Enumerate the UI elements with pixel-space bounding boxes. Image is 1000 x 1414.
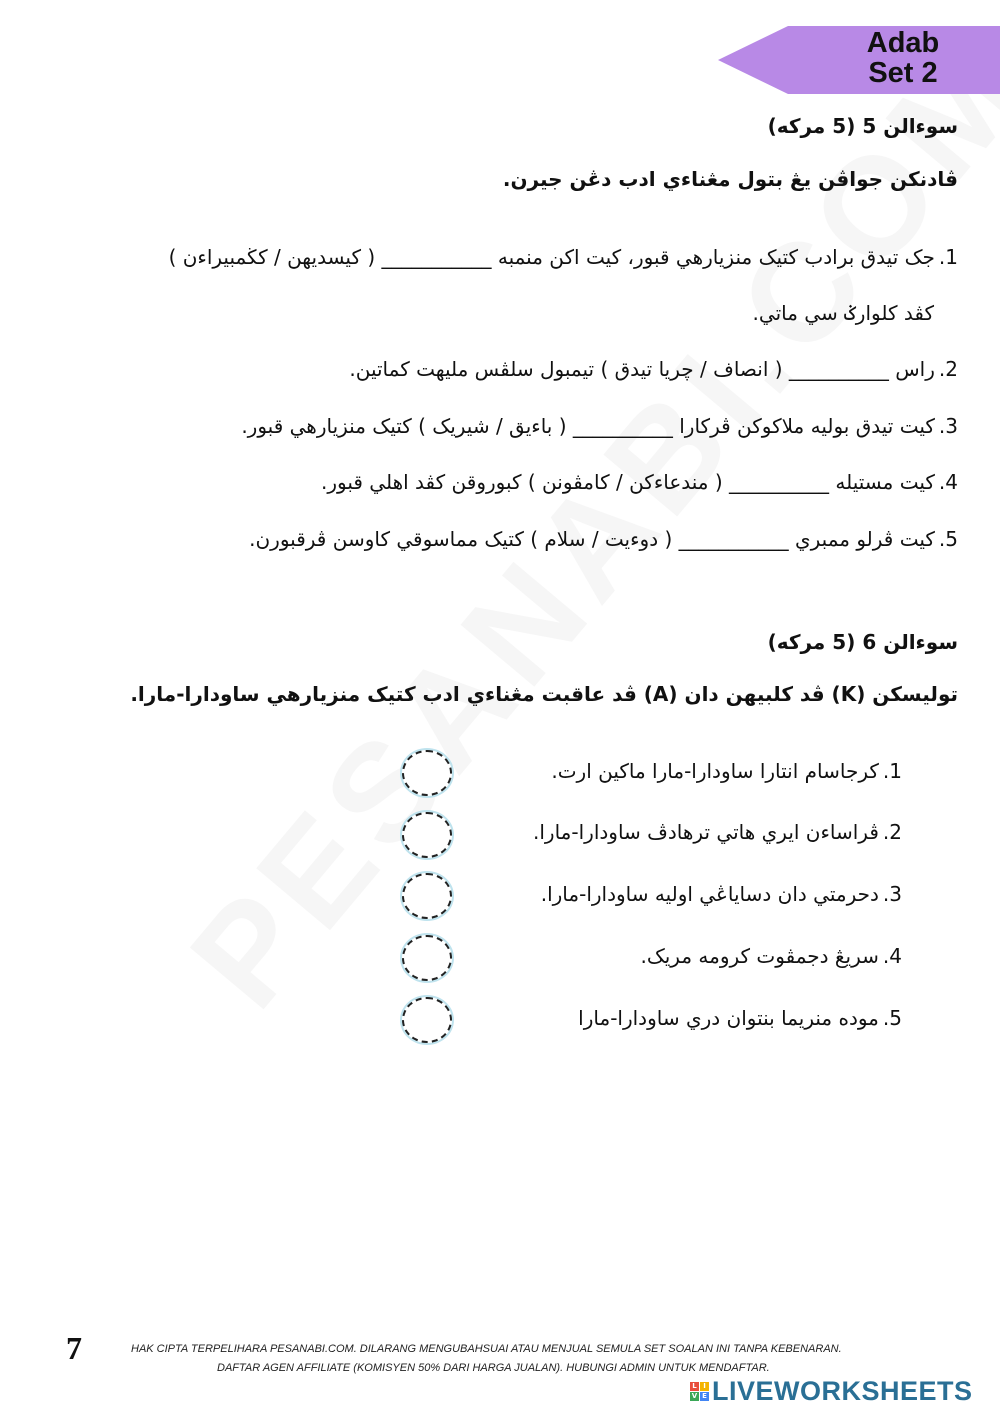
question-text[interactable]: کيت تيدق بوليه ملاکوکن ڤرکارا __________ ( باءيق / شيريک ) کتيک منزيارهي قبور. xyxy=(241,414,935,438)
question-text[interactable]: کيت مستيله __________ ( مندعاءکن / کامڤونن ) کبوروقن کڤد اهلي قبور. xyxy=(321,470,935,494)
item-text: ڤراساءن ايري هاتي ترهادڤ ساودارا-مارا. xyxy=(533,820,879,844)
section6-heading: سوءالن 6 (5 مرکه) xyxy=(767,630,958,654)
section5-heading: سوءالن 5 (5 مرکه) xyxy=(767,114,958,138)
section5-question-3 xyxy=(241,414,958,438)
copyright-notice: HAK CIPTA TERPELIHARA PESANABI.COM. DILARANG MENGUBAHSUAI ATAU MENJUAL SEMULA SET SOALAN INI TANPA KEBENARAN. xyxy=(131,1343,842,1355)
logo-block: L xyxy=(690,1382,699,1391)
question-text: کڤد کلوارݢ سي ماتي. xyxy=(752,301,934,325)
section5-question-5 xyxy=(249,527,958,551)
logo-block: V xyxy=(691,1391,698,1400)
section5-question-1 xyxy=(169,245,958,269)
section6-item-4 xyxy=(640,944,902,968)
section5-instruction: ڤادنکن جواڤن يڠ بتول مڠناءي ادب دڠن جيرن. xyxy=(502,167,958,191)
item-text: موده منريما بنتوان دري ساودارا-مارا xyxy=(578,1006,879,1030)
item-text: کرجاسام انتارا ساودارا-مارا ماکين ارت. xyxy=(551,759,879,783)
answer-circle-5[interactable] xyxy=(402,997,452,1043)
section6-item-5 xyxy=(578,1006,902,1030)
affiliate-notice: DAFTAR AGEN AFFILIATE (KOMISYEN 50% DARI HARGA JUALAN). HUBUNGI ADMIN UNTUK MENDAFTAR. xyxy=(217,1362,770,1374)
item-number: 3. xyxy=(882,882,902,906)
answer-circle-2[interactable] xyxy=(402,812,452,858)
liveworksheets-logo[interactable] xyxy=(690,1376,973,1406)
answer-circle-1[interactable] xyxy=(402,750,452,796)
item-text: سريڠ دجمڤوت کروم‍ه مريک. xyxy=(640,944,879,968)
section6-instruction: توليسکن (K) ڤد کلبيهن دان (A) ڤد عاقبت مڠناءي ادب کتيک منزيارهي ساودارا-مارا. xyxy=(130,682,958,706)
question-text[interactable]: کيت ڤرلو ممبري ___________ ( دوءيت / سلام ) کتيک مماسوقي کاوسن ڤرقبورن. xyxy=(249,527,935,551)
logo-block: I xyxy=(700,1382,709,1391)
section6-item-1 xyxy=(551,759,902,783)
tag-set: Set 2 xyxy=(868,57,938,89)
page-number: 7 xyxy=(66,1330,82,1366)
question-number: 4. xyxy=(938,470,958,494)
answer-circle-3[interactable] xyxy=(402,873,452,919)
question-number: 3. xyxy=(938,414,958,438)
section5-question-4 xyxy=(321,470,958,494)
section6-item-2 xyxy=(533,820,902,844)
item-number: 4. xyxy=(882,944,902,968)
item-number: 5. xyxy=(882,1006,902,1030)
section5-question-2 xyxy=(349,357,958,381)
answer-circle-4[interactable] xyxy=(402,935,452,981)
tag-subject: Adab xyxy=(866,27,940,59)
section6-item-3 xyxy=(541,882,902,906)
question-number: 5. xyxy=(938,527,958,551)
logo-wordmark: LIVEWORKSHEETS xyxy=(712,1375,973,1406)
item-number: 2. xyxy=(882,820,902,844)
item-text: دحرمتي دان دساياڠي اوليه ساودارا-مارا. xyxy=(540,882,879,906)
question-number: 2. xyxy=(938,357,958,381)
logo-blocks-icon xyxy=(690,1382,709,1401)
question-text[interactable]: راس __________ ( انصاف / چريا تيدق ) تيمبول سلڤس مليهت کماتين. xyxy=(349,357,935,381)
logo-block: E xyxy=(700,1392,709,1401)
item-number: 1. xyxy=(882,759,902,783)
set-tag xyxy=(718,26,1000,94)
section5-question-1-continued xyxy=(753,301,934,325)
question-number: 1. xyxy=(938,245,958,269)
question-text[interactable]: جک تيدق برادب کتيک منزيارهي قبور، کيت اکن منمبه ___________ ( کيسديهن / کڬمبيراءن ) xyxy=(168,245,935,269)
